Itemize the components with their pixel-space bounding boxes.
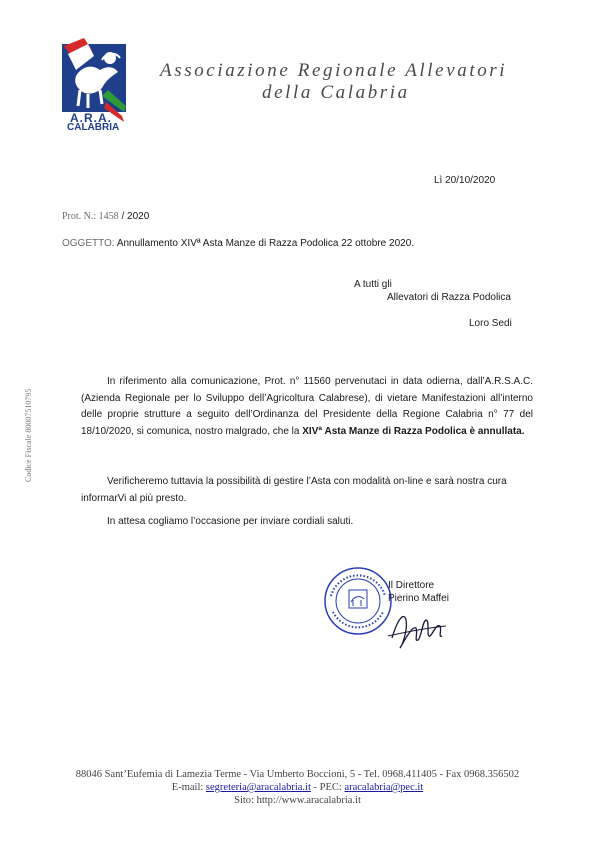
date-prefix: Lì [434,175,446,186]
logo-text-ara: A.R.A. [70,111,112,125]
letter-date [434,175,495,186]
subject-label: OGGETTO: [62,238,117,249]
date-value: 20/10/2020 [445,175,496,186]
email-label: E-mail: [171,782,206,793]
footer-contacts [0,782,595,793]
footer-address: 88046 Sant’Eufemia di Lamezia Terme - Via Umberto Boccioni, 5 - Tel. 0968.411405 - Fax 0968.356502 [75,769,520,780]
pec-label: - PEC: [310,782,345,793]
footer-website[interactable]: Sito: http://www.aracalabria.it [234,795,361,806]
recipient-line2: Allevatori di Razza Podolica [387,292,511,303]
body-paragraph-3: In attesa cogliamo l’occasione per inviare cordiali saluti. [107,516,354,527]
recipient-line1: A tutti gli [354,279,392,290]
paragraph-1-text: In riferimento alla comunicazione, Prot. n° 11560 pervenutaci in data odierna, dall’A.R.S.A.C. (Azienda Regionale per lo Sviluppo dell’Agricoltura Calabrese), di vietare Manifestazioni all’interno delle proprie strutture a seguito dell’Ordinanza del Presidente della Regione Calabria n° 77 del 18/10/2020, si comunica, nostro malgrado, che la [81,376,533,437]
email-link[interactable]: segreteria@aracalabria.it [205,782,311,793]
pec-link[interactable]: aracalabria@pec.it [344,782,424,793]
paragraph-1-bold: XIVª Asta Manze di Razza Podolica è annullata. [302,425,525,437]
body-paragraph-1 [81,374,533,440]
fiscal-code: Codice Fiscale 80007510795 [24,388,33,482]
logo-text-calabria: CALABRIA [67,122,120,133]
body-paragraph-2: Verificheremo tuttavia la possibilità di gestire l’Asta con modalità on-line e sarà nostra cura informarVi al più presto. [81,476,507,504]
subject-line [62,238,414,249]
subject-text: Annullamento XIVª Asta Manze di Razza Podolica 22 ottobre 2020. [116,238,415,249]
association-name-line1: Associazione Regionale Allevatori [160,60,508,81]
signatory-title: Il Direttore [388,580,435,591]
protocol-year: / 2020 [118,211,150,222]
protocol-number [62,211,149,222]
handwritten-signature [386,598,466,658]
protocol-label: Prot. N.: 1458 [62,211,119,222]
association-name-line2: della Calabria [262,82,410,103]
official-stamp [323,566,393,636]
recipient-line3: Loro Sedi [469,318,512,329]
signatory-name: Pierino Maffei [388,593,449,604]
